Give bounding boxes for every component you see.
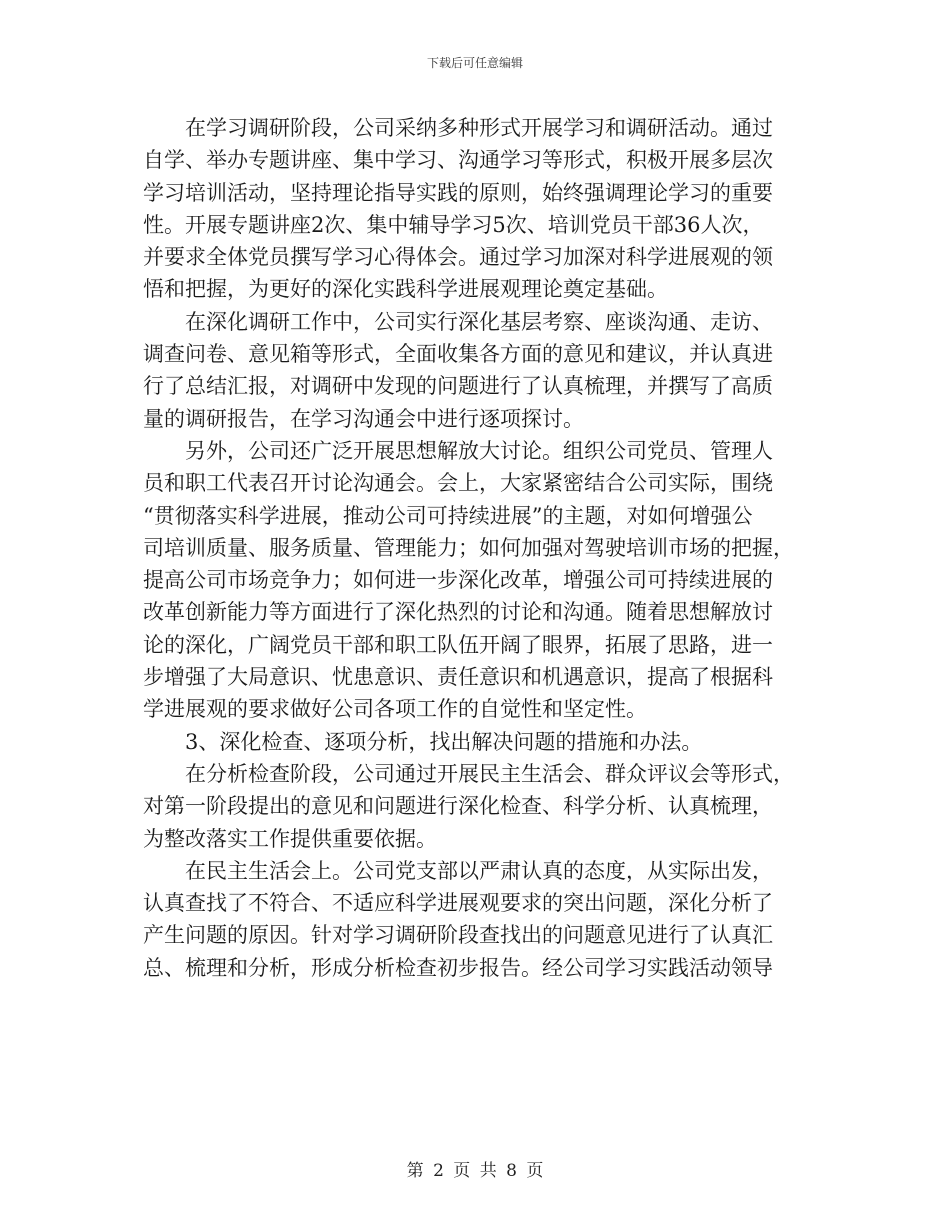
text-line: 悟和把握，为更好的深化实践科学进展观理论奠定基础。 [143,277,668,302]
text-line: 并要求全体党员撰写学习心得体会。通过学习加深对科学进展观的领 [143,245,773,270]
section-heading-analysis [143,726,807,758]
document-body [143,112,807,984]
text-line: 提高公司市场竞争力；如何进一步深化改革，增强公司可持续进展的 [143,568,773,593]
text-line: 司培训质量、服务质量、管理能力；如何加强对驾驶培训市场的把握， [143,535,794,560]
paragraph-democratic-meeting [143,855,807,984]
text-line: 论的深化，广阔党员干部和职工队伍开阔了眼界，拓展了思路，进一 [143,632,773,657]
text-line: 总、梳理和分析，形成分析检查初步报告。经公司学习实践活动领导 [143,955,773,980]
page-number-footer: 第 2 页 共 8 页 [406,1161,544,1181]
text-line: 产生问题的原因。针对学习调研阶段查找出的问题意见进行了认真汇 [143,923,773,948]
text-line: 行了总结汇报，对调研中发现的问题进行了认真梳理，并撰写了高质 [143,374,773,399]
text-line: 调查问卷、意见箱等形式，全面收集各方面的意见和建议，并认真进 [143,342,773,367]
text-line: 在学习调研阶段，公司采纳多种形式开展学习和调研活动。通过 [185,116,773,140]
paragraph-discussion [143,435,807,726]
text-line: 改革创新能力等方面进行了深化热烈的讨论和沟通。随着思想解放讨 [143,600,773,625]
text-line: 另外，公司还广泛开展思想解放大讨论。组织公司党员、管理人 [185,438,773,463]
paragraph-deep-research [143,306,807,435]
text-line: 性。开展专题讲座2次、集中辅导学习5次、培训党员干部36人次， [143,212,764,237]
text-line: 3、深化检查、逐项分析，找出解决问题的措施和办法。 [185,729,703,754]
text-line: 对第一阶段提出的意见和问题进行深化检查、科学分析、认真梳理， [143,794,773,819]
text-line: 认真查找了不符合、不适应科学进展观要求的突出问题，深化分析了 [143,891,773,916]
text-line: 在深化调研工作中，公司实行深化基层考察、座谈沟通、走访、 [185,309,773,334]
page-header: 下载后可任意编辑 [426,56,523,70]
text-line: 在分析检查阶段，公司通过开展民主生活会、群众评议会等形式， [185,761,794,786]
text-line: “贯彻落实科学进展，推动公司可持续进展”的主题，对如何增强公 [143,503,753,528]
text-line: 学进展观的要求做好公司各项工作的自觉性和坚定性。 [143,697,647,722]
text-line: 自学、举办专题讲座、集中学习、沟通学习等形式，积极开展多层次 [143,148,773,173]
paragraph-analysis-stage [143,758,807,855]
text-line: 学习培训活动，坚持理论指导实践的原则，始终强调理论学习的重要 [143,180,773,205]
text-line: 量的调研报告，在学习沟通会中进行逐项探讨。 [143,406,584,431]
text-line: 步增强了大局意识、忧患意识、责任意识和机遇意识，提高了根据科 [143,665,773,690]
text-line: 在民主生活会上。公司党支部以严肃认真的态度，从实际出发， [185,858,773,883]
text-line: 为整改落实工作提供重要依据。 [143,826,437,851]
paragraph-study-research [143,112,807,306]
text-line: 员和职工代表召开讨论沟通会。会上，大家紧密结合公司实际，围绕 [143,471,773,496]
